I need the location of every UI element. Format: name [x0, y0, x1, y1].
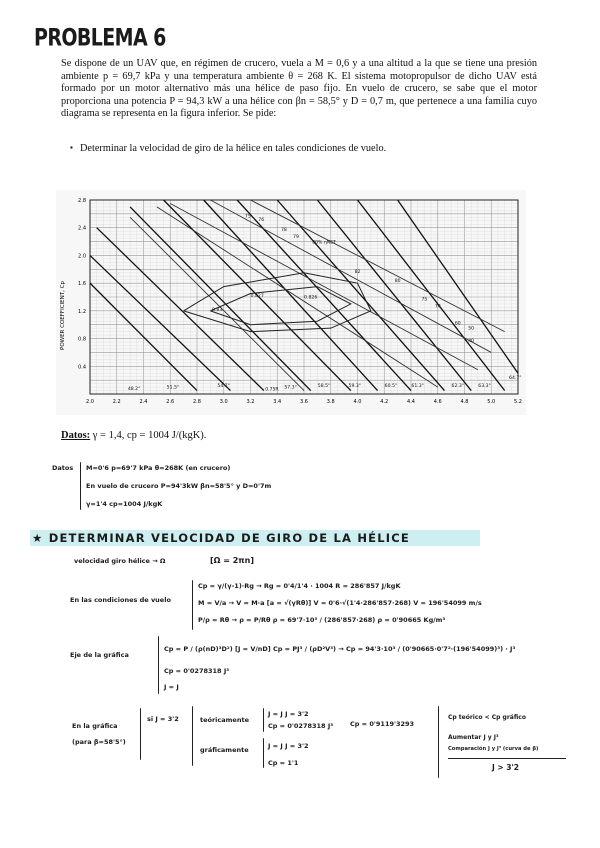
hw-engrafica-sub: (para β=58'5°)	[72, 738, 126, 746]
y-tick-label: 0.4	[78, 364, 86, 371]
chart-background	[56, 190, 526, 415]
beta-label: 58.5°	[317, 384, 331, 390]
efficiency-label: 70	[434, 304, 441, 310]
conclusion-rule	[448, 758, 566, 759]
x-tick-label: 4.8	[460, 399, 469, 405]
efficiency-label: 40	[468, 339, 475, 345]
efficiency-label: 82	[354, 269, 361, 275]
efficiency-label: 0.83	[211, 307, 223, 313]
hw-graf-line1: Cp = P / (ρ(nD)³D²) [J = V/nD] Cp = PJ³ / (ρD²V³) → Cp = 94'3·10³ / (0'90665·0'7²·(196'54099)³) · J³	[164, 645, 516, 653]
efficiency-label: 75	[421, 297, 428, 303]
x-tick-label: 3.0	[219, 399, 228, 405]
y-axis-label: POWER COEFFICIENT, Cp	[60, 281, 66, 350]
efficiency-label: 80	[394, 278, 401, 284]
conclusion-brace	[438, 706, 439, 778]
teorico-brace	[192, 706, 193, 766]
beta-label: 60.5°	[384, 384, 398, 390]
x-tick-label: 3.2	[246, 399, 255, 405]
beta-label: 62.3°	[451, 384, 465, 390]
efficiency-label: 60	[454, 321, 461, 327]
beta-label: 48.2°	[127, 386, 141, 392]
hw-cp-result: Cp = 0'9119'3293	[350, 720, 415, 728]
efficiency-label: 76	[258, 217, 265, 223]
efficiency-label: 0.826	[304, 295, 318, 301]
y-tick-label: 2.0	[78, 253, 86, 260]
datos-label: Datos:	[61, 430, 91, 441]
hw-cond-line2: M = V/a → V = M·a [a = √(γRθ)] V = 0'6·√(1'4·286'857·268) V = 196'54099 m/s	[198, 599, 482, 607]
hw-graf-line2: Cp = 0'0278318 J³	[164, 667, 230, 675]
question-bullet: ▪ Determinar la velocidad de giro de la hélice en tales condiciones de vuelo.	[80, 143, 386, 154]
efficiency-label: 79	[293, 235, 299, 241]
hw-graf2-line1: J = J J = 3'2	[268, 742, 309, 750]
datos-values: γ = 1,4, cp = 1004 J/(kgK).	[92, 430, 207, 441]
teo-values-brace	[263, 708, 264, 732]
x-tick-label: 4.2	[380, 399, 389, 405]
y-tick-label: 1.6	[78, 281, 86, 288]
hw-cond-line1: Cp = γ/(γ-1)·Rg → Rg = 0'4/1'4 · 1004 R = 286'857 J/kgK	[198, 582, 401, 590]
beta-label: 61.3°	[411, 384, 424, 390]
hw-cond-line3: P/ρ = Rθ → ρ = P/Rθ ρ = 69'7·10³ / (286'857·268) ρ = 0'90665 Kg/m³	[198, 616, 446, 624]
x-tick-label: 2.0	[86, 399, 94, 405]
x-tick-label: 4.0	[353, 399, 362, 405]
graf-values-brace	[263, 738, 264, 768]
hw-datos-line3: γ=1'4 cp=1004 J/kgK	[86, 500, 163, 508]
hw-grafico-label: gráficamente	[200, 746, 249, 754]
hw-engrafica-label: En la gráfica	[72, 722, 118, 730]
x-tick-label: 3.6	[300, 399, 308, 405]
hw-concl-line3: Comparación J y J³ (curva de β)	[448, 746, 539, 752]
hw-teorico-label: teóricamente	[200, 716, 249, 724]
x-tick-label: 3.8	[326, 399, 335, 405]
hw-concl-line1: Cp teórico < Cp gráfico	[448, 714, 526, 721]
hw-datos-label: Datos	[52, 464, 74, 472]
x-tick-label: 3.4	[273, 399, 282, 405]
y-tick-label: 2.8	[78, 198, 86, 204]
y-tick-label: 1.2	[78, 308, 86, 315]
grafica-brace	[158, 636, 159, 694]
x-tick-label: 5.2	[514, 399, 522, 405]
beta-label: 59.3°	[348, 384, 362, 390]
x-tick-label: 2.8	[193, 399, 201, 405]
hw-concl-line2: Aumentar J y J³	[448, 734, 499, 741]
x-tick-label: 2.4	[139, 399, 148, 405]
x-tick-label: 2.6	[166, 399, 175, 405]
y-tick-label: 2.4	[78, 225, 86, 232]
hw-velocidad-formula: [Ω = 2πn]	[210, 556, 254, 565]
beta-label: 0.75R	[265, 387, 279, 393]
y-tick-label: 0.8	[78, 336, 86, 343]
efficiency-label: 78	[281, 228, 287, 234]
x-tick-label: 4.6	[433, 399, 442, 405]
datos-brace	[80, 462, 81, 510]
beta-label: 63.3°	[478, 384, 491, 390]
datos-line	[61, 430, 206, 441]
x-tick-label: 4.4	[407, 399, 415, 405]
problem-title: PROBLEMA 6	[34, 24, 166, 52]
efficiency-label: 80% ηNET	[312, 240, 336, 246]
hw-datos-line1: M=0'6 p=69'7 kPa θ=268K (en crucero)	[86, 464, 231, 472]
hw-condiciones-label: En las condiciones de vuelo	[70, 596, 171, 604]
hw-concl-result: J > 3'2	[492, 763, 520, 772]
hw-graf2-line2: Cp = 1'1	[268, 759, 299, 767]
beta-label: 54.7°	[217, 384, 231, 390]
condiciones-brace	[192, 580, 193, 630]
efficiency-label: 75	[244, 214, 251, 220]
hw-si-j: si J = 3'2	[147, 715, 179, 723]
section-title: ★ DETERMINAR VELOCIDAD DE GIRO DE LA HÉLICE	[32, 531, 410, 545]
hw-datos-line2: En vuelo de crucero P=94'3kW βn=58'5° y D=0'7m	[86, 482, 272, 490]
efficiency-label: 50	[468, 326, 475, 332]
efficiency-label: 0.827	[250, 294, 264, 299]
hw-grafica-label: Eje de la gráfica	[70, 651, 129, 659]
hw-graf-line3: J = J	[164, 683, 179, 691]
x-tick-label: 5.0	[487, 399, 496, 405]
beta-label: 57.3°	[284, 385, 297, 391]
hw-teo-line1: J = J J = 3'2	[268, 710, 309, 718]
propeller-chart	[56, 190, 526, 415]
x-tick-label: 2.2	[112, 399, 121, 405]
beta-label: 64.7°	[509, 375, 522, 381]
beta-label: 51.5°	[166, 385, 180, 391]
engrafica-brace	[140, 708, 141, 760]
hw-velocidad-label: velocidad giro hélice → Ω	[74, 557, 166, 565]
problem-statement: Se dispone de un UAV que, en régimen de crucero, vuela a M = 0,6 y a una altitud a la que se tiene una presión ambiente p = 69,7 kPa y una temperatura ambiente θ = 268 K. El sistema motopropulsor de dicho UAV está formado por un motor alternativo más una hélice de paso fijo. En vuelo de crucero, se sabe que el motor proporciona una potencia P = 94,3 kW a una hélice con βn = 58,5° y D = 0,7 m, que pertenece a una familia cuyo diagrama se representa en la figura inferior. Se pide:	[61, 58, 537, 119]
hw-teo-line2: Cp = 0'0278318 J³	[268, 722, 334, 730]
